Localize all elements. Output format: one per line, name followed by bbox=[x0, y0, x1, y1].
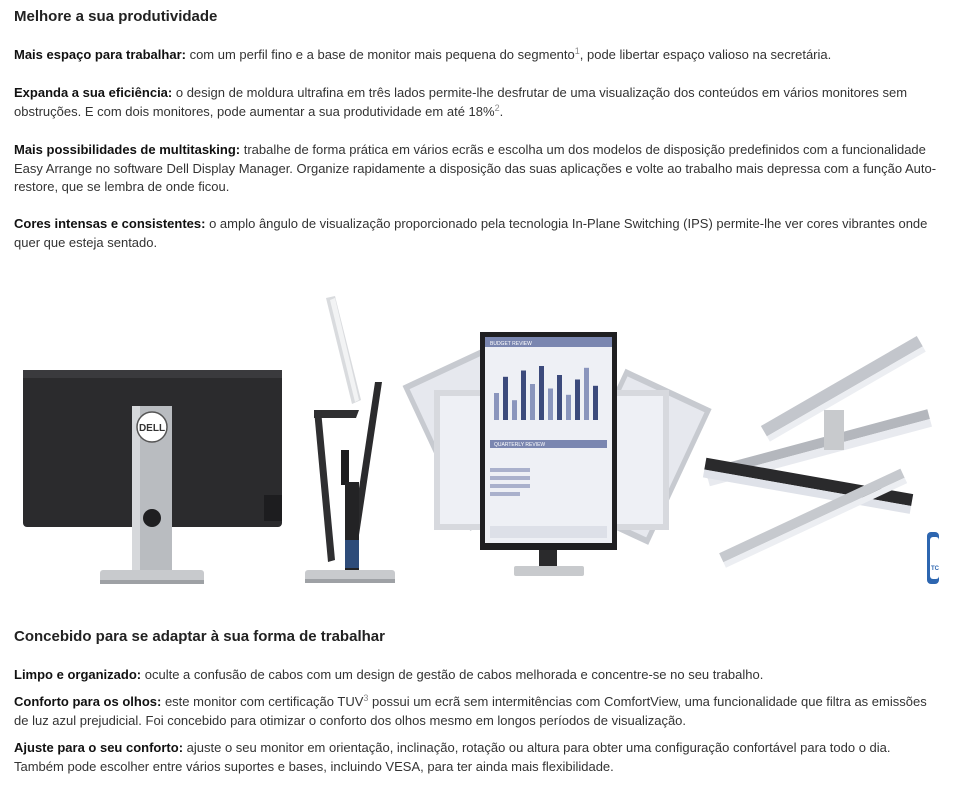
feature-text: ajuste o seu monitor em orientação, inclinação, rotação ou altura para obter uma configuração confortável para todo o dia. Também pode escolher entre vários suportes e bases, incluindo VESA, para ter ainda mais flexibilidade. bbox=[14, 740, 891, 774]
screen-bar bbox=[521, 371, 526, 421]
feature-multitasking bbox=[14, 141, 939, 197]
monitor-pivot-view bbox=[403, 332, 712, 576]
screen-header-quarterly: QUARTERLY REVIEW bbox=[494, 442, 546, 448]
monitor-rear-view bbox=[23, 370, 282, 584]
feature-text: , pode libertar espaço valioso na secretária. bbox=[579, 47, 832, 62]
section-title-productivity: Melhore a sua produtividade bbox=[14, 8, 218, 25]
feature-adjust bbox=[14, 739, 939, 776]
monitor-tilt-view bbox=[703, 336, 939, 584]
feature-text: possui um ecrã sem intermitências com ComfortView, uma funcionalidade que filtra as emissões de luz azul prejudicial. Foi concebido para otimizar o conforto dos olhos mesmo em longos períodos de visualização. bbox=[14, 694, 927, 728]
monitor-side-view bbox=[305, 296, 395, 583]
tuv-badge: TC bbox=[931, 566, 939, 572]
monitor-illustration bbox=[14, 290, 939, 610]
dell-logo: DELL bbox=[138, 423, 166, 434]
feature-text: oculte a confusão de cabos com um design de gestão de cabos melhorada e concentre-se no seu trabalho. bbox=[141, 667, 764, 682]
feature-lead: Expanda a sua eficiência: bbox=[14, 85, 173, 100]
feature-lead: Ajuste para o seu conforto: bbox=[14, 740, 184, 755]
feature-eye-comfort bbox=[14, 693, 939, 730]
screen-header-budget: BUDGET REVIEW bbox=[490, 341, 532, 347]
feature-clean bbox=[14, 666, 939, 685]
feature-colors bbox=[14, 215, 939, 252]
screen-bar bbox=[548, 389, 553, 421]
feature-lead: Mais possibilidades de multitasking: bbox=[14, 142, 241, 157]
section-title-adapt: Concebido para se adaptar à sua forma de trabalhar bbox=[14, 628, 385, 645]
footnote-ref[interactable]: 3 bbox=[363, 693, 369, 703]
screen-bar bbox=[539, 366, 544, 420]
feature-efficiency bbox=[14, 84, 939, 121]
screen-bar bbox=[530, 384, 535, 420]
feature-text: com um perfil fino e a base de monitor mais pequena do segmento bbox=[185, 47, 575, 62]
monitor-images-strip bbox=[14, 290, 939, 610]
screen-bar bbox=[584, 368, 589, 420]
footnote-ref[interactable]: 2 bbox=[494, 102, 500, 113]
feature-lead: Conforto para os olhos: bbox=[14, 694, 162, 709]
screen-bar bbox=[566, 395, 571, 420]
feature-text: o design de moldura ultrafina em três lados permite-lhe desfrutar de uma visualização dos conteúdos em vários monitores sem obstruções. E com dois monitores, pode aumentar a sua produtividade em até 18% bbox=[14, 85, 908, 119]
footnote-ref[interactable]: 1 bbox=[574, 46, 580, 56]
feature-text: este monitor com certificação TUV bbox=[161, 694, 364, 709]
feature-lead: Mais espaço para trabalhar: bbox=[14, 47, 186, 62]
feature-text: o amplo ângulo de visualização proporcionado pela tecnologia In-Plane Switching (IPS) permite-lhe ver cores vibrantes onde quer que esteja sentado. bbox=[14, 216, 928, 250]
feature-lead: Cores intensas e consistentes: bbox=[14, 216, 206, 231]
screen-bar bbox=[512, 400, 517, 420]
feature-text: trabalhe de forma prática em vários ecrãs e escolha um dos modelos de disposição predefinidos com a funcionalidade Easy Arrange no software Dell Display Manager. Organize rapidamente a disposição das suas aplicações e volte ao trabalho mais depressa com a função Auto-restore, que se lembra de onde ficou. bbox=[14, 142, 937, 194]
screen-bar bbox=[503, 377, 508, 420]
screen-bar bbox=[494, 393, 499, 420]
feature-text: . bbox=[499, 103, 504, 119]
feature-more-space bbox=[14, 46, 939, 65]
screen-bar bbox=[575, 380, 580, 421]
screen-bar bbox=[557, 375, 562, 420]
feature-lead: Limpo e organizado: bbox=[14, 667, 142, 682]
screen-bar bbox=[593, 386, 598, 420]
